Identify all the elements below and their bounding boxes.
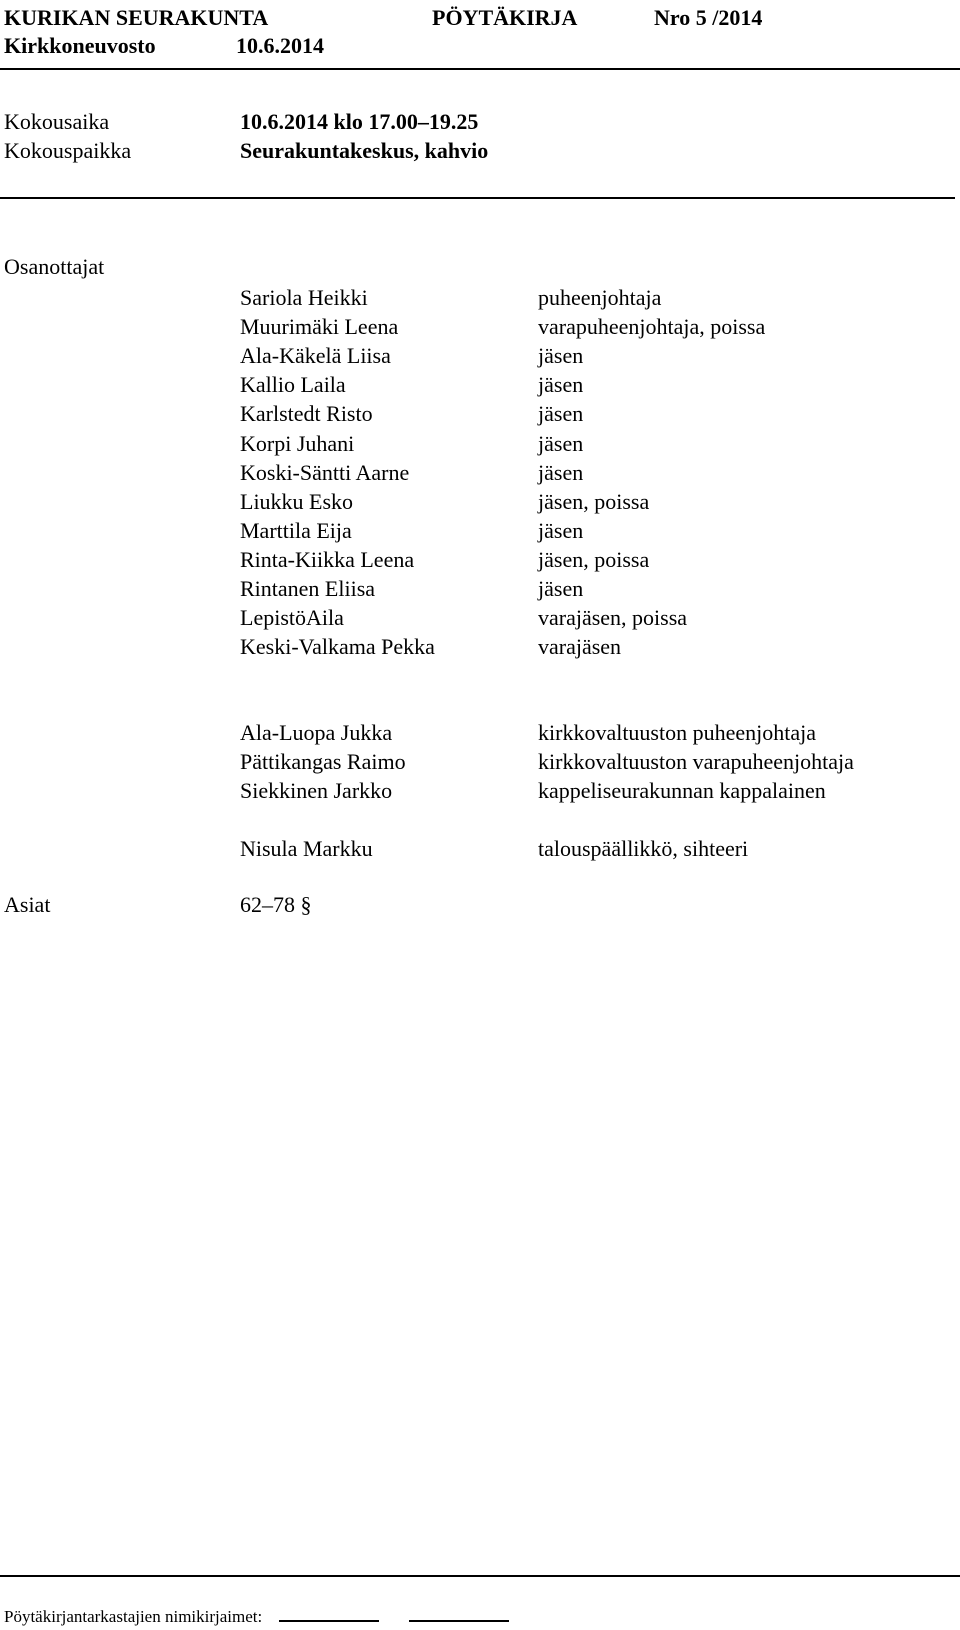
- participant-role: jäsen: [538, 576, 584, 601]
- board-name: Kirkkoneuvosto: [4, 33, 156, 58]
- participant-name: Liukku Esko: [240, 488, 354, 514]
- meeting-place-label: Kokouspaikka: [4, 138, 132, 163]
- participant-name: Ala-Käkelä Liisa: [240, 343, 391, 369]
- participant-name: LepistöAila: [240, 605, 344, 631]
- participant-name: Koski-Säntti Aarne: [240, 459, 410, 485]
- participant-role: jäsen: [538, 343, 584, 369]
- participants-label: Osanottajat: [4, 254, 105, 279]
- participant-name: Rinta-Kiikka Leena: [240, 546, 415, 572]
- participant-role: kirkkovaltuuston puheenjohtaja: [538, 720, 816, 745]
- footer-rule: [0, 1575, 960, 1577]
- section-rule: [0, 197, 955, 199]
- signature-line-1[interactable]: [279, 1604, 379, 1622]
- participant-name: Ala-Luopa Jukka: [240, 720, 393, 745]
- participant-role: jäsen: [538, 401, 584, 427]
- document-type: PÖYTÄKIRJA: [432, 5, 578, 30]
- participant-name: Siekkinen Jarkko: [240, 778, 393, 803]
- participant-name: Karlstedt Risto: [240, 401, 373, 427]
- matters-value: 62–78 §: [240, 892, 312, 917]
- participant-role: jäsen, poissa: [538, 546, 650, 572]
- participant-name: Rintanen Eliisa: [240, 576, 376, 601]
- participant-name: Korpi Juhani: [240, 430, 355, 456]
- meeting-time-value: 10.6.2014 klo 17.00–19.25: [240, 109, 479, 134]
- header-rule: [0, 68, 960, 70]
- meeting-place-value: Seurakuntakeskus, kahvio: [240, 138, 489, 163]
- secretary-name: Nisula Markku: [240, 836, 373, 861]
- participant-name: Kallio Laila: [240, 372, 346, 398]
- participant-role: kirkkovaltuuston varapuheenjohtaja: [538, 749, 854, 774]
- participant-role: varajäsen, poissa: [538, 605, 688, 631]
- parish-name: KURIKAN SEURAKUNTA: [4, 5, 269, 30]
- participant-name: Sariola Heikki: [240, 285, 368, 310]
- participant-role: jäsen, poissa: [538, 488, 650, 514]
- participant-role: jäsen: [538, 430, 584, 456]
- participant-role: varajäsen: [538, 634, 622, 660]
- matters-label: Asiat: [4, 892, 51, 917]
- participant-name: Keski-Valkama Pekka: [240, 634, 435, 660]
- footer: [4, 1604, 509, 1627]
- document-number: Nro 5 /2014: [654, 5, 763, 30]
- footer-label: Pöytäkirjantarkastajien nimikirjaimet:: [4, 1607, 263, 1626]
- secretary-role: talouspäällikkö, sihteeri: [538, 836, 749, 861]
- participant-role: puheenjohtaja: [538, 285, 662, 310]
- participant-name: Pättikangas Raimo: [240, 749, 406, 774]
- participant-role: jäsen: [538, 459, 584, 485]
- header-date: 10.6.2014: [236, 33, 324, 58]
- meeting-time-label: Kokousaika: [4, 109, 110, 134]
- signature-line-2[interactable]: [409, 1604, 509, 1622]
- participant-role: varapuheenjohtaja, poissa: [538, 314, 766, 340]
- participant-name: Muurimäki Leena: [240, 314, 399, 340]
- participant-name: Marttila Eija: [240, 517, 352, 543]
- participant-role: jäsen: [538, 372, 584, 398]
- participant-role: kappeliseurakunnan kappalainen: [538, 778, 826, 803]
- participant-role: jäsen: [538, 517, 584, 543]
